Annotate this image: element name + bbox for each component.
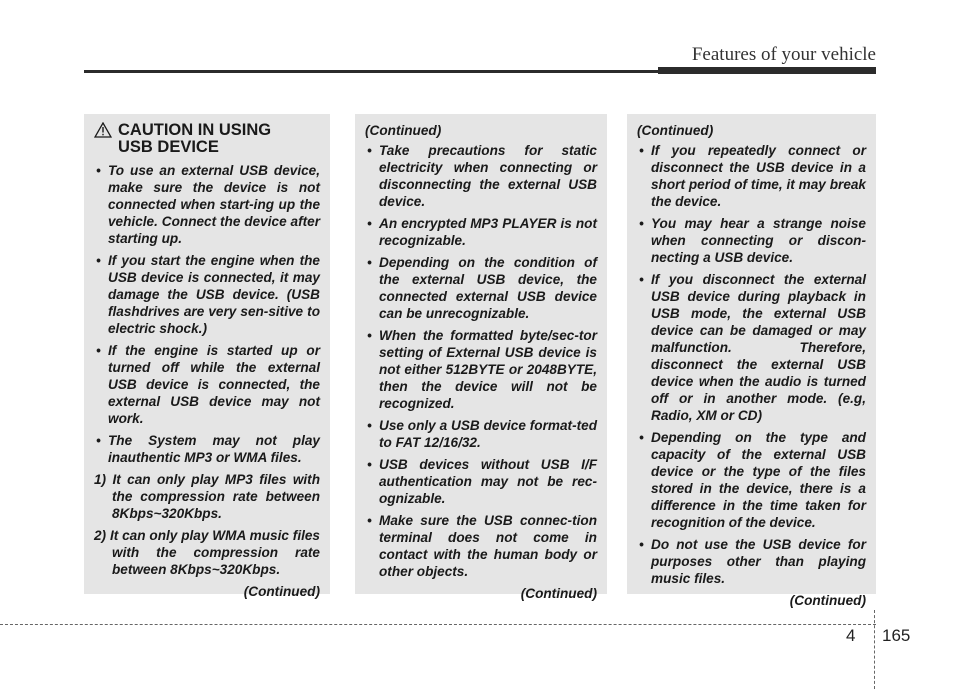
caution-panel <box>84 114 330 599</box>
continued-label: (Continued) <box>789 593 866 608</box>
list-item: • Do not use the USB device for purposes other than playing music files. <box>637 536 866 587</box>
caution-title-line1: CAUTION IN USING <box>118 121 272 139</box>
list-item: • Use only a USB device format-ted to FAT 12/16/32. <box>365 417 597 451</box>
numbered-list <box>94 471 320 578</box>
list-item: • If you disconnect the external USB device during playback in USB mode, the external USB device can be damaged or may malfunction. Therefore, disconnect the external USB device when the audio is turned off or in another mode. (e.g, Radio, XM or CD) <box>637 271 866 424</box>
page-number: 165 <box>882 626 911 645</box>
list-item: • An encrypted MP3 PLAYER is not recognizable. <box>365 215 597 249</box>
caution-bullet-list <box>365 142 597 580</box>
list-item: • Take precautions for static electricity when connecting or disconnecting the external USB device. <box>365 142 597 210</box>
list-item: • You may hear a strange noise when connecting or discon-necting a USB device. <box>637 215 866 266</box>
caution-panel-continued-1 <box>355 114 607 601</box>
list-item: • If the engine is started up or turned off while the external USB device is connected, the external USB device may not work. <box>94 342 320 427</box>
footer-rule <box>0 624 876 625</box>
header-title: Features of your vehicle <box>691 44 876 65</box>
page-number-separator <box>874 610 875 689</box>
list-item: • Make sure the USB connec-tion terminal does not come in contact with the human body or other objects. <box>365 512 597 580</box>
header-rule-accent <box>658 67 876 74</box>
list-item: • Depending on the type and capacity of the external USB device or the type of the files stored in the device, there is a difference in the time taken for recognition of the device. <box>637 429 866 531</box>
list-item: • If you repeatedly connect or disconnect the USB device in a short period of time, it may break the device. <box>637 142 866 210</box>
caution-panel-continued-2 <box>627 114 876 608</box>
chapter-number: 4 <box>846 626 856 645</box>
list-item: • When the formatted byte/sec-tor setting of External USB device is not either 512BYTE or 2048BYTE, then the device will not be recognized. <box>365 327 597 412</box>
caution-bullet-list <box>94 162 320 466</box>
continued-label: (Continued) <box>520 586 597 601</box>
list-item: • The System may not play inauthentic MP3 or WMA files. <box>94 432 320 466</box>
caution-bullet-list <box>637 142 866 587</box>
list-item: • To use an external USB device, make sure the device is not connected when start-ing up the vehicle. Connect the device after starting up. <box>94 162 320 247</box>
warning-triangle-icon <box>94 122 118 138</box>
list-item: 2) It can only play WMA music files with the compression rate between 8Kbps~320Kbps. <box>94 528 320 577</box>
continued-heading: (Continued) <box>365 123 442 138</box>
caution-title-line2: USB DEVICE <box>118 138 219 156</box>
continued-label: (Continued) <box>243 584 320 599</box>
caution-heading <box>94 122 320 156</box>
list-item: 1) It can only play MP3 files with the compression rate between 8Kbps~320Kbps. <box>94 472 320 521</box>
list-item: • USB devices without USB I/F authentication may not be rec-ognizable. <box>365 456 597 507</box>
list-item: • If you start the engine when the USB device is connected, it may damage the USB device. (USB flashdrives are very sen-sitive to electric shock.) <box>94 252 320 337</box>
list-item: • Depending on the condition of the external USB device, the connected external USB device can be unrecognizable. <box>365 254 597 322</box>
continued-heading: (Continued) <box>637 123 714 138</box>
